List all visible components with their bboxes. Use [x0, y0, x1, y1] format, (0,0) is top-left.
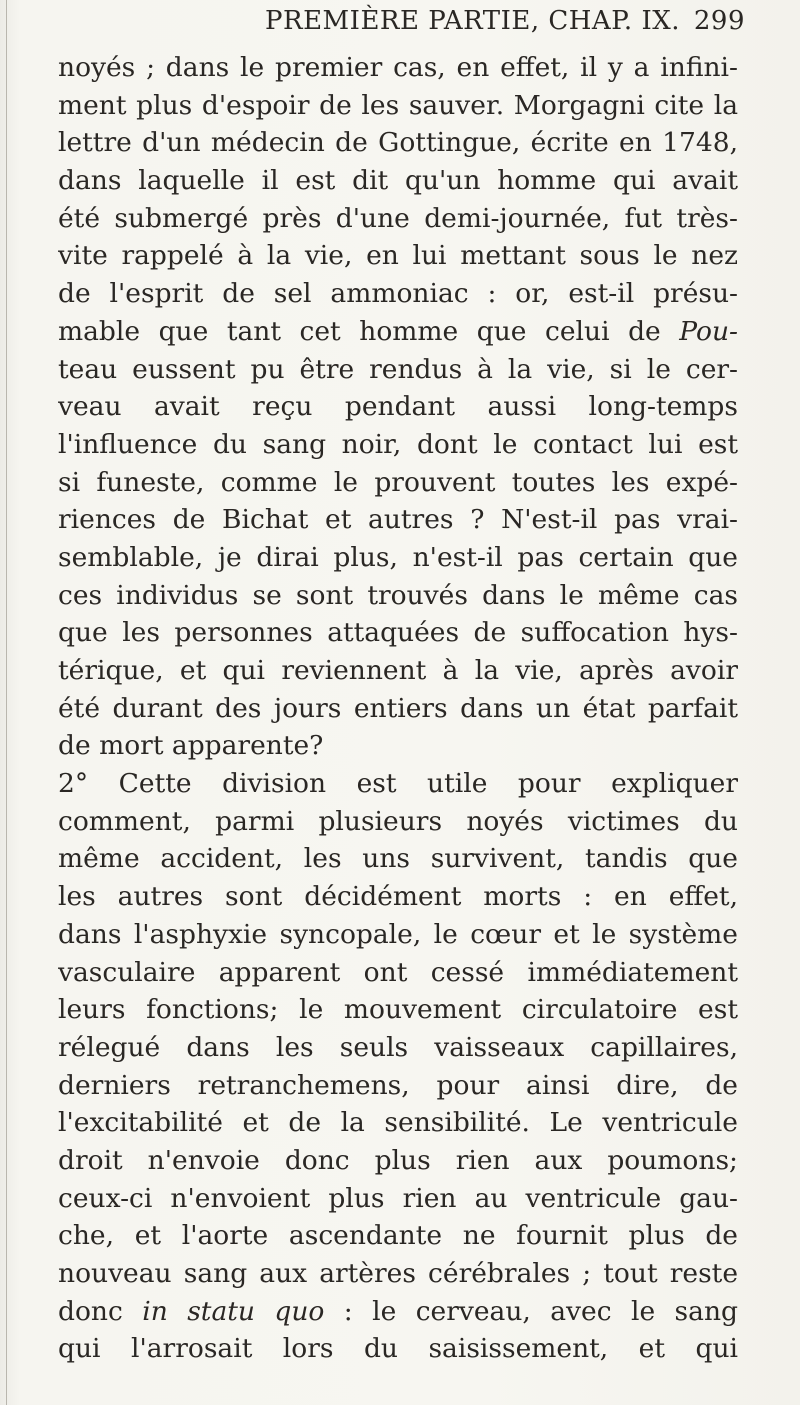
text-line: de l'esprit de sel ammoniac : or, est-il présu- — [58, 278, 738, 310]
text-line: teau eussent pu être rendus à la vie, si le cer- — [58, 353, 738, 385]
text-line: leurs fonctions; le mouvement circulatoire est — [58, 994, 738, 1026]
running-header — [265, 6, 745, 44]
text-line: dans l'asphyxie syncopale, le cœur et le système — [58, 918, 738, 950]
text-line: même accident, les uns survivent, tandis que — [58, 843, 738, 875]
text-line: l'influence du sang noir, dont le contact lui est — [58, 428, 738, 460]
text-line: dans laquelle il est dit qu'un homme qui avait — [58, 165, 738, 197]
text-line-segment: mable que tant cet homme que celui de — [58, 315, 680, 347]
text-line: derniers retranchemens, pour ainsi dire, de — [58, 1069, 738, 1101]
body-text — [58, 49, 738, 1368]
page-number: 299 — [693, 6, 745, 36]
text-line — [58, 1293, 738, 1331]
text-line: vite rappelé à la vie, en lui mettant sous le nez — [58, 240, 738, 272]
text-line: été durant des jours entiers dans un état parfait — [58, 692, 738, 724]
text-line: comment, parmi plusieurs noyés victimes du — [58, 805, 738, 837]
italic-phrase-in-statu-quo: in statu quo — [142, 1295, 325, 1327]
text-line: térique, et qui reviennent à la vie, après avoir — [58, 655, 738, 686]
text-line: che, et l'aorte ascendante ne fournit plus de — [58, 1220, 738, 1252]
text-line: noyés ; dans le premier cas, en effet, il y a infini- — [58, 52, 738, 83]
text-line: ment plus d'espoir de les sauver. Morgagni cite la — [58, 89, 738, 121]
binding-gutter — [6, 0, 7, 1405]
running-title: PREMIÈRE PARTIE, CHAP. IX. — [265, 6, 681, 36]
text-line-segment: donc — [58, 1295, 143, 1327]
text-line — [58, 313, 738, 351]
text-line: droit n'envoie donc plus rien aux poumons; — [58, 1144, 738, 1176]
text-line: 2° Cette division est utile pour expliquer — [58, 768, 738, 800]
text-line: de mort apparente? — [58, 730, 324, 762]
text-line-segment: : le cerveau, avec le sang — [324, 1295, 738, 1327]
text-line: qui l'arrosait lors du saisissement, et qui — [58, 1333, 738, 1365]
text-line: que les personnes attaquées de suffocation hys- — [58, 617, 738, 649]
text-line: ces individus se sont trouvés dans le même cas — [58, 579, 738, 611]
italic-name-pouteau: Pou- — [679, 315, 738, 347]
text-line: lettre d'un médecin de Gottingue, écrite en 1748, — [58, 127, 738, 159]
text-line: vasculaire apparent ont cessé immédiatement — [58, 956, 738, 988]
text-line: été submergé près d'une demi-journée, fut très- — [58, 202, 738, 234]
text-line: ceux-ci n'envoient plus rien au ventricule gau- — [58, 1182, 738, 1214]
text-line: rélegué dans les seuls vaisseaux capillaires, — [58, 1031, 738, 1063]
text-line: si funeste, comme le prouvent toutes les expé- — [58, 466, 738, 498]
text-line: riences de Bichat et autres ? N'est-il pas vrai- — [58, 504, 738, 536]
text-line: l'excitabilité et de la sensibilité. Le ventricule — [58, 1107, 738, 1139]
text-line: semblable, je dirai plus, n'est-il pas certain que — [58, 541, 738, 573]
text-line: nouveau sang aux artères cérébrales ; tout reste — [58, 1258, 738, 1289]
text-line: les autres sont décidément morts : en effet, — [58, 881, 738, 913]
text-line: veau avait reçu pendant aussi long-temps — [58, 391, 738, 423]
